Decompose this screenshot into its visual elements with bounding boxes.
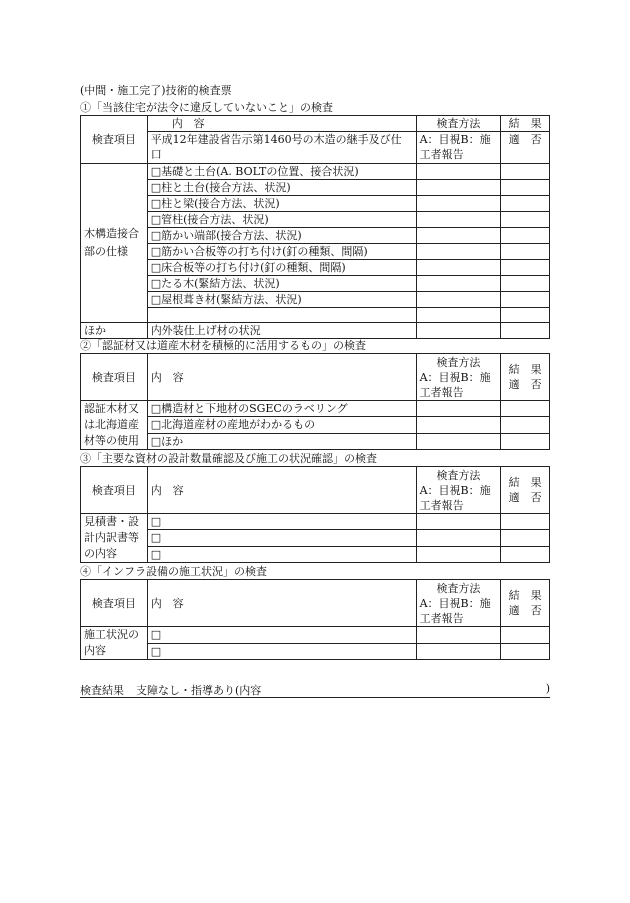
table-row-empty [147, 308, 416, 323]
content-header: 内 容 [147, 580, 416, 627]
section2-heading: ②「認証材又は道産木材を積極的に活用するもの」の検査 [80, 339, 366, 352]
result-cell [501, 292, 550, 308]
method-cell [416, 228, 501, 244]
other-content: 内外装仕上げ材の状況 [147, 323, 416, 339]
result-cell [501, 627, 550, 644]
content-header: 内 容 [147, 354, 416, 401]
result-close-paren: ) [545, 682, 550, 695]
section2-table [80, 353, 550, 450]
method-cell [416, 546, 501, 562]
table-row: □柱と土台(接合方法、状況) [147, 180, 416, 196]
table-row: □ [147, 643, 416, 660]
table-row: □管柱(接合方法、状況) [147, 212, 416, 228]
method-cell [416, 212, 501, 228]
check-item-header: 検査項目 [81, 354, 148, 401]
result-cell [501, 530, 550, 546]
method-cell [416, 164, 501, 180]
method-detail: A：目視B：施工者報告 [416, 132, 501, 164]
method-header: 検査方法 [416, 116, 501, 132]
result-cell [501, 643, 550, 660]
result-label: 検査結果 [80, 684, 124, 697]
method-header: 検査方法 A：目視B：施工者報告 [416, 580, 501, 627]
method-cell [416, 433, 501, 449]
table-row: □ほか [147, 433, 416, 449]
method-cell [416, 627, 501, 644]
check-item-header: 検査項目 [81, 116, 148, 164]
section1-table [80, 115, 550, 339]
result-cell [501, 164, 550, 180]
section3-heading: ③「主要な資材の設計数量確認及び施工の状況確認」の検査 [80, 452, 377, 465]
section4-table [80, 579, 550, 660]
method-header: 検査方法 A：目視B：施工者報告 [416, 354, 501, 401]
group-label-construction: 施工状況の内容 [81, 627, 148, 660]
result-cell [501, 417, 550, 433]
method-cell [416, 292, 501, 308]
result-cell [501, 308, 550, 323]
result-cell [501, 514, 550, 530]
table-row: □基礎と土台(A. BOLTの位置、接合状況) [147, 164, 416, 180]
content-header: 内 容 [147, 116, 416, 132]
result-cell [501, 276, 550, 292]
result-header: 結 果 適 否 [501, 467, 550, 514]
method-cell [416, 323, 501, 339]
result-cell [501, 433, 550, 449]
section4-heading: ④「インフラ設備の施工状況」の検査 [80, 565, 267, 578]
check-item-header: 検査項目 [81, 580, 148, 627]
method-cell [416, 244, 501, 260]
table-row: □屋根葺き材(緊結方法、状況) [147, 292, 416, 308]
content-header: 内 容 [147, 467, 416, 514]
result-cell [501, 196, 550, 212]
result-cell [501, 180, 550, 196]
result-cell [501, 546, 550, 562]
result-cell [501, 323, 550, 339]
result-cell [501, 401, 550, 417]
table-row: □筋かい端部(接合方法、状況) [147, 228, 416, 244]
table-row: □筋かい合板等の打ち付け(釘の種類、間隔) [147, 244, 416, 260]
table-row: □柱と梁(接合方法、状況) [147, 196, 416, 212]
group-label-wood-joints: 木構造接合部の仕様 [81, 164, 148, 323]
other-label: ほか [81, 323, 148, 339]
content-header-detail: 平成12年建設省告示第1460号の木造の継手及び仕口 [147, 132, 416, 164]
result-cell [501, 212, 550, 228]
section3-table [80, 466, 550, 563]
method-header: 検査方法 A：目視B：施工者報告 [416, 467, 501, 514]
section1-heading: ①「当該住宅が法令に違反していないこと」の検査 [80, 101, 333, 114]
inspection-result-line [80, 682, 550, 698]
table-row: □ [147, 514, 416, 530]
method-cell [416, 643, 501, 660]
result-header: 結 果 [501, 116, 550, 132]
table-row: □床合板等の打ち付け(釘の種類、間隔) [147, 260, 416, 276]
table-row: □ [147, 530, 416, 546]
check-item-header: 検査項目 [81, 467, 148, 514]
table-row: □たる木(緊結方法、状況) [147, 276, 416, 292]
table-row: □ [147, 546, 416, 562]
method-cell [416, 417, 501, 433]
method-cell [416, 260, 501, 276]
method-cell [416, 308, 501, 323]
result-header: 結 果 適 否 [501, 580, 550, 627]
table-row: □構造材と下地材のSGECのラベリング [147, 401, 416, 417]
method-cell [416, 196, 501, 212]
method-cell [416, 530, 501, 546]
result-cell [501, 228, 550, 244]
group-label-certified-wood: 認証木材又は北海道産材等の使用 [81, 401, 148, 450]
result-cell [501, 244, 550, 260]
method-cell [416, 401, 501, 417]
method-cell [416, 276, 501, 292]
result-text: 支障なし・指導あり(内容 [136, 684, 262, 697]
document-title: (中間・施工完了)技術的検査票 [80, 84, 232, 97]
table-row: □北海道産材の産地がわかるもの [147, 417, 416, 433]
table-row: □ [147, 627, 416, 644]
method-cell [416, 180, 501, 196]
result-detail: 適 否 [501, 132, 550, 164]
group-label-estimate: 見積書・設計内訳書等の内容 [81, 514, 148, 563]
result-cell [501, 260, 550, 276]
result-header: 結 果 適 否 [501, 354, 550, 401]
method-cell [416, 514, 501, 530]
